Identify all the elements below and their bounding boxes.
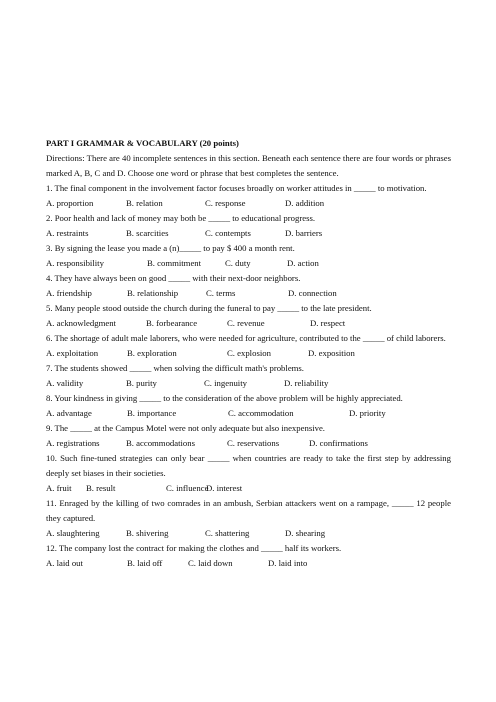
answer-option-b: B. commitment (147, 258, 202, 268)
question-stem: 11. Enraged by the killing of two comrades in an ambush, Serbian attackers went on a rampage, _____ 12 people they captured. (46, 498, 451, 523)
part-title: PART I GRAMMAR & VOCABULARY (20 points) (46, 138, 239, 148)
question-stem: 5. Many people stood outside the church during the funeral to pay _____ to the late president. (46, 303, 372, 313)
answer-option-a: A. slaughtering (46, 528, 100, 538)
option-row (46, 406, 451, 421)
question-stem: 4. They have always been on good _____ with their next-door neighbors. (46, 273, 301, 283)
answer-option-a: A. proportion (46, 198, 94, 208)
answer-option-c: C. contempts (205, 228, 251, 238)
question-item (46, 301, 451, 331)
answer-option-b: B. importance (127, 408, 177, 418)
question-item (46, 181, 451, 211)
answer-option-a: A. responsibility (46, 258, 104, 268)
answer-option-d: D. interest (206, 483, 243, 493)
option-row (46, 196, 451, 211)
option-row (46, 286, 451, 301)
option-row (46, 436, 451, 451)
answer-option-c: C. laid down (188, 558, 233, 568)
answer-option-a: A. friendship (46, 288, 92, 298)
option-row (46, 346, 451, 361)
answer-option-a: A. exploitation (46, 348, 99, 358)
option-row (46, 316, 451, 331)
answer-option-c: C. ingenuity (204, 378, 247, 388)
answer-option-c: C. revenue (227, 318, 265, 328)
option-row (46, 481, 451, 496)
question-item (46, 211, 451, 241)
answer-option-c: C. influence (166, 483, 209, 493)
question-stem: 6. The shortage of adult male laborers, who were needed for agriculture, contributed to the _____ of child laborers. (46, 333, 446, 343)
answer-option-d: D. barriers (285, 228, 323, 238)
question-item (46, 541, 451, 571)
question-stem: 7. The students showed _____ when solving the difficult math's problems. (46, 363, 304, 373)
answer-option-b: B. relation (126, 198, 163, 208)
question-stem: 10. Such fine-tuned strategies can only bear _____ when countries are ready to take the first step by addressing deeply set biases in their societies. (46, 453, 451, 478)
answer-option-b: B. relationship (127, 288, 179, 298)
directions: Directions: There are 40 incomplete sentences in this section. Beneath each sentence there are four words or phrases marked A, B, C and D. Choose one word or phrase that best completes the sentence. (46, 153, 451, 178)
question-stem: 8. Your kindness in giving _____ to the consideration of the above problem will be highly appreciated. (46, 393, 403, 403)
option-row (46, 526, 451, 541)
answer-option-d: D. connection (288, 288, 337, 298)
question-stem: 12. The company lost the contract for making the clothes and _____ half its workers. (46, 543, 342, 553)
answer-option-b: B. purity (126, 378, 157, 388)
answer-option-d: D. shearing (285, 528, 326, 538)
answer-option-c: C. accommodation (228, 408, 294, 418)
exam-section (46, 136, 451, 571)
answer-option-d: D. action (287, 258, 319, 268)
answer-option-d: D. priority (349, 408, 386, 418)
option-row (46, 256, 451, 271)
question-stem: 2. Poor health and lack of money may both be _____ to educational progress. (46, 213, 316, 223)
question-item (46, 271, 451, 301)
question-item (46, 451, 451, 496)
answer-option-a: A. acknowledgment (46, 318, 116, 328)
answer-option-a: A. validity (46, 378, 84, 388)
question-item (46, 361, 451, 391)
answer-option-d: D. reliability (284, 378, 329, 388)
answer-option-b: B. accommodations (126, 438, 196, 448)
answer-option-b: B. forbearance (146, 318, 198, 328)
answer-option-b: B. shivering (126, 528, 169, 538)
answer-option-b: B. exploration (127, 348, 177, 358)
question-item (46, 391, 451, 421)
question-item (46, 241, 451, 271)
answer-option-a: A. restraints (46, 228, 89, 238)
answer-option-a: A. fruit (46, 483, 72, 493)
answer-option-b: B. laid off (127, 558, 163, 568)
answer-option-c: C. terms (206, 288, 236, 298)
question-list (46, 181, 451, 571)
answer-option-c: C. duty (225, 258, 251, 268)
answer-option-a: A. laid out (46, 558, 83, 568)
option-row (46, 556, 451, 571)
option-row (46, 376, 451, 391)
answer-option-d: D. laid into (268, 558, 308, 568)
answer-option-a: A. registrations (46, 438, 100, 448)
question-stem: 1. The final component in the involvement factor focuses broadly on worker attitudes in _____ to motivation. (46, 183, 427, 193)
answer-option-d: D. exposition (308, 348, 355, 358)
answer-option-c: C. reservations (227, 438, 280, 448)
option-row (46, 226, 451, 241)
answer-option-c: C. shattering (205, 528, 250, 538)
answer-option-c: C. response (205, 198, 246, 208)
answer-option-b: B. scarcities (126, 228, 169, 238)
question-stem: 9. The _____ at the Campus Motel were not only adequate but also inexpensive. (46, 423, 325, 433)
question-item (46, 421, 451, 451)
question-stem: 3. By signing the lease you made a (n)_____ to pay $ 400 a month rent. (46, 243, 295, 253)
question-item (46, 496, 451, 541)
answer-option-d: D. addition (285, 198, 325, 208)
answer-option-a: A. advantage (46, 408, 92, 418)
answer-option-d: D. confirmations (309, 438, 368, 448)
answer-option-b: B. result (86, 483, 116, 493)
answer-option-d: D. respect (310, 318, 346, 328)
question-item (46, 331, 451, 361)
answer-option-c: C. explosion (227, 348, 271, 358)
